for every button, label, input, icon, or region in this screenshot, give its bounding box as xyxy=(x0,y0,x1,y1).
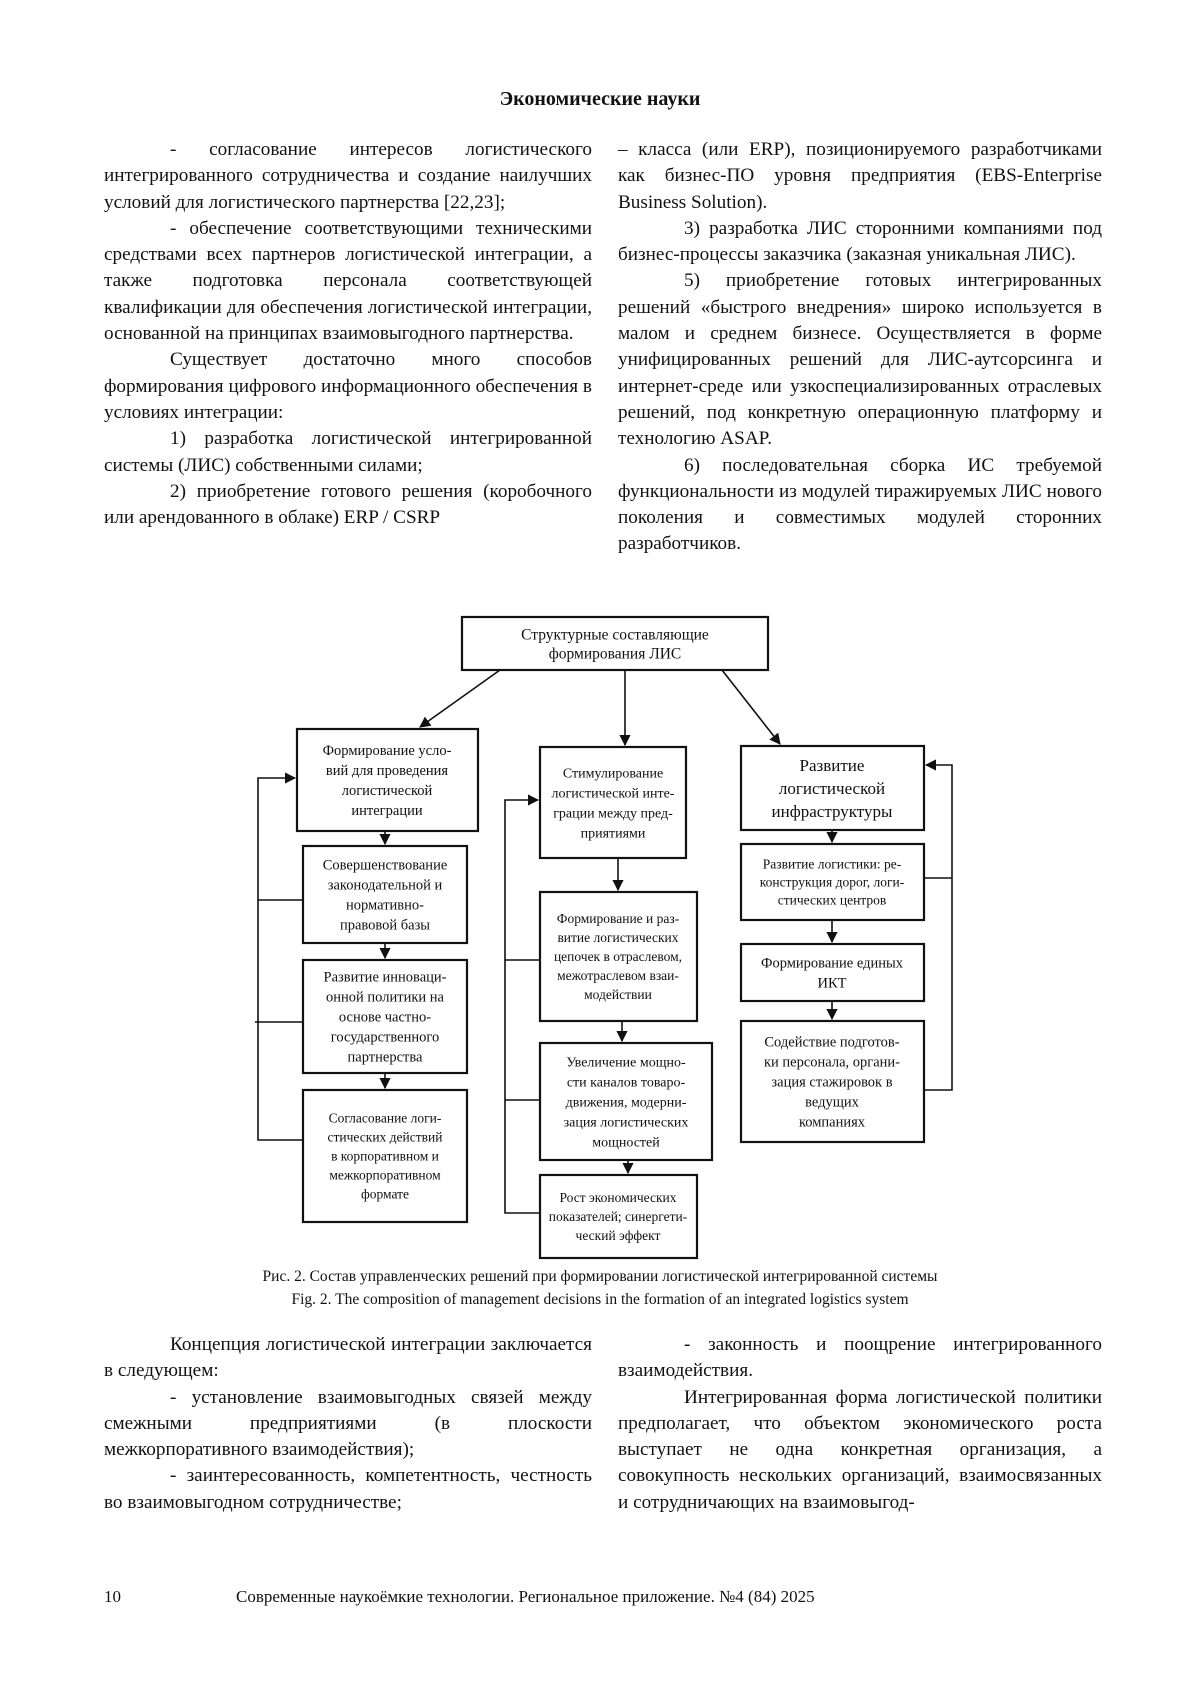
right-item-label xyxy=(764,1035,900,1131)
diagram-text-line: Формирование единых xyxy=(761,955,903,972)
diagram-text-line: движения, модерни- xyxy=(565,1095,687,1111)
paragraph: - установление взаимовыгодных связей между смежными предприятиями (в плоскости межкорпоративного взаимодействия); xyxy=(104,1386,592,1461)
diagram-text-line: сти каналов товаро- xyxy=(566,1075,686,1091)
diagram-text-line: межотраслевом взаи- xyxy=(557,968,679,984)
mid-head-label xyxy=(552,766,675,841)
diagram-text-line: Согласование логи- xyxy=(328,1110,442,1126)
diagram-text-line: компаниях xyxy=(798,1114,866,1131)
figure-caption-ru: Рис. 2. Состав управленческих решений при формировании логистической интегрированной системы xyxy=(262,1268,938,1285)
right-item-label xyxy=(761,956,904,992)
diagram-text-line: Рост экономических xyxy=(559,1190,677,1206)
diagram-text-line: Развитие логистики: ре- xyxy=(762,856,902,872)
diagram-text-line: витие логистических xyxy=(557,930,679,946)
paragraph: – класса (или ERP), позиционируемого разработчиками как бизнес-ПО уровня предприятия (EBS-Enterprise Business Solution). xyxy=(618,139,1102,213)
paragraph: - согласование интересов логистического интегрированного сотрудничества и создание наилучших условий для логистического партнерства [22,23]; xyxy=(104,139,592,213)
journal-name: Современные наукоёмкие технологии. Региональное приложение. №4 (84) 2025 xyxy=(236,1587,815,1606)
paragraph: - заинтересованность, компетентность, честность во взаимовыгодном сотрудничестве; xyxy=(104,1465,592,1513)
structure-diagram xyxy=(0,600,1200,1260)
diagram-text-line: мощностей xyxy=(592,1135,660,1151)
diagram-text-line: формате xyxy=(360,1186,410,1202)
diagram-text-line: онной политики на xyxy=(326,989,444,1006)
paragraph: 2) приобретение готового решения (коробочного или арендованного в облаке) ERP / CSRP xyxy=(104,480,592,529)
text-bottom-right-column xyxy=(618,1332,1102,1516)
paragraph: Интегрированная форма логистической политики предполагает, что объектом экономического роста выступает не одна конкретная организация, а совокупность нескольких организаций, взаимосвязанных и сотрудничающих на взаимовыгод- xyxy=(618,1386,1102,1513)
text-top-left-column xyxy=(104,137,592,531)
diagram-text-line: Структурные составляющие xyxy=(521,626,709,644)
diagram-text-line: конструкция дорог, логи- xyxy=(759,874,905,890)
diagram-text-line: интеграции xyxy=(351,803,423,820)
diagram-text-line: показателей; синергети- xyxy=(548,1209,688,1225)
paragraph: 5) приобретение готовых интегрированных решений «быстрого внедрения» широко используется в малом и среднем бизнесе. Осуществляется в форме унифицированных решений для ЛИС-аутсорсинга и интернет-среде или узкоспециализированных отраслевых решений, под конкретную операционную платформу и технологию ASAP. xyxy=(618,270,1102,450)
diagram-text-line: Содействие подготов- xyxy=(764,1034,900,1051)
diagram-text-line: ведущих xyxy=(805,1094,859,1111)
diagram-text-line: в корпоративном и xyxy=(331,1148,439,1164)
root-label xyxy=(521,626,709,662)
mid-item-label xyxy=(564,1055,689,1150)
left-item-label xyxy=(323,858,448,934)
diagram-text-line: вий для проведения xyxy=(325,763,449,780)
diagram-text-line: Совершенствование xyxy=(322,857,448,874)
diagram-text-line: стических центров xyxy=(777,892,887,908)
diagram-text-line: грации между пред- xyxy=(553,806,673,822)
right-item-2-box xyxy=(741,944,924,1001)
paragraph: 6) последовательная сборка ИС требуемой функциональности из модулей тиражируемых ЛИС нового поколения и совместимых модулей сторонних разработчиков. xyxy=(618,454,1102,555)
paragraph: Существует достаточно много способов формирования цифрового информационного обеспечения в условиях интеграции: xyxy=(104,349,592,423)
diagram-text-line: стических действий xyxy=(327,1129,443,1145)
diagram-text-line: Развитие xyxy=(799,755,865,775)
diagram-text-line: модействии xyxy=(584,987,652,1003)
diagram-text-line: логистической xyxy=(341,783,433,800)
diagram-text-line: нормативно- xyxy=(346,897,424,914)
right-head-label xyxy=(772,756,893,821)
diagram-text-line: логистической инте- xyxy=(551,786,675,802)
root-to-left-arrow xyxy=(420,670,500,727)
diagram-text-line: Формирование усло- xyxy=(322,743,452,760)
left-item-label xyxy=(324,970,447,1066)
paragraph: 3) разработка ЛИС сторонними компаниями под бизнес-процессы заказчика (заказная уникальная ЛИС). xyxy=(618,217,1102,266)
left-head-label xyxy=(323,743,452,819)
page-number: 10 xyxy=(104,1587,121,1606)
left-feedback-line xyxy=(258,778,303,1140)
left-item-label xyxy=(328,1111,443,1202)
diagram-text-line: партнерства xyxy=(347,1049,423,1066)
diagram-text-line: межкорпоративном xyxy=(329,1167,441,1183)
text-bottom-left-column xyxy=(104,1332,592,1516)
diagram-text-line: зация стажировок в xyxy=(771,1074,893,1091)
diagram-labels xyxy=(323,626,905,1243)
diagram-text-line: логистической xyxy=(778,778,886,798)
section-title: Экономические науки xyxy=(499,88,701,110)
diagram-text-line: основе частно- xyxy=(338,1009,432,1026)
diagram-text-line: ки персонала, органи- xyxy=(763,1054,901,1071)
diagram-text-line: Формирование и раз- xyxy=(556,911,680,927)
diagram-text-line: Развитие инноваци- xyxy=(323,969,447,986)
diagram-text-line: государственного xyxy=(330,1029,440,1046)
mid-feedback-line xyxy=(505,800,540,1213)
diagram-text-line: правовой базы xyxy=(339,917,431,934)
diagram-text-line: ческий эффект xyxy=(575,1228,661,1244)
root-to-right-arrow xyxy=(722,670,780,744)
diagram-text-line: законодательной и xyxy=(327,877,443,894)
diagram-text-line: формирования ЛИС xyxy=(548,645,682,663)
diagram-text-line: инфраструктуры xyxy=(771,801,893,821)
right-item-label xyxy=(760,857,905,908)
mid-item-label xyxy=(554,911,682,1002)
diagram-text-line: Увеличение мощно- xyxy=(566,1055,686,1071)
diagram-text-line: Стимулирование xyxy=(562,766,664,782)
paragraph: 1) разработка логистической интегрированной системы (ЛИС) собственными силами; xyxy=(104,428,592,476)
paragraph: - законность и поощрение интегрированного взаимодействия. xyxy=(618,1334,1102,1382)
text-top-right-column xyxy=(618,137,1102,558)
diagram-text-line: цепочек в отраслевом, xyxy=(553,949,683,965)
paragraph: - обеспечение соответствующими техническими средствами всех партнеров логистической интеграции, а также подготовка персонала соответствующей квалификации для обеспечения логистической интеграции, основанной на принципах взаимовыгодного партнерства. xyxy=(104,217,592,345)
right-feedback-line xyxy=(924,765,952,1090)
diagram-text-line: зация логистических xyxy=(563,1115,689,1131)
paragraph: Концепция логистической интеграции заключается в следующем: xyxy=(104,1334,592,1382)
diagram-text-line: приятиями xyxy=(580,826,646,842)
figure-caption-en: Fig. 2. The composition of management decisions in the formation of an integrated logistics system xyxy=(291,1291,909,1308)
mid-item-label xyxy=(549,1190,688,1243)
diagram-text-line: ИКТ xyxy=(817,975,847,992)
